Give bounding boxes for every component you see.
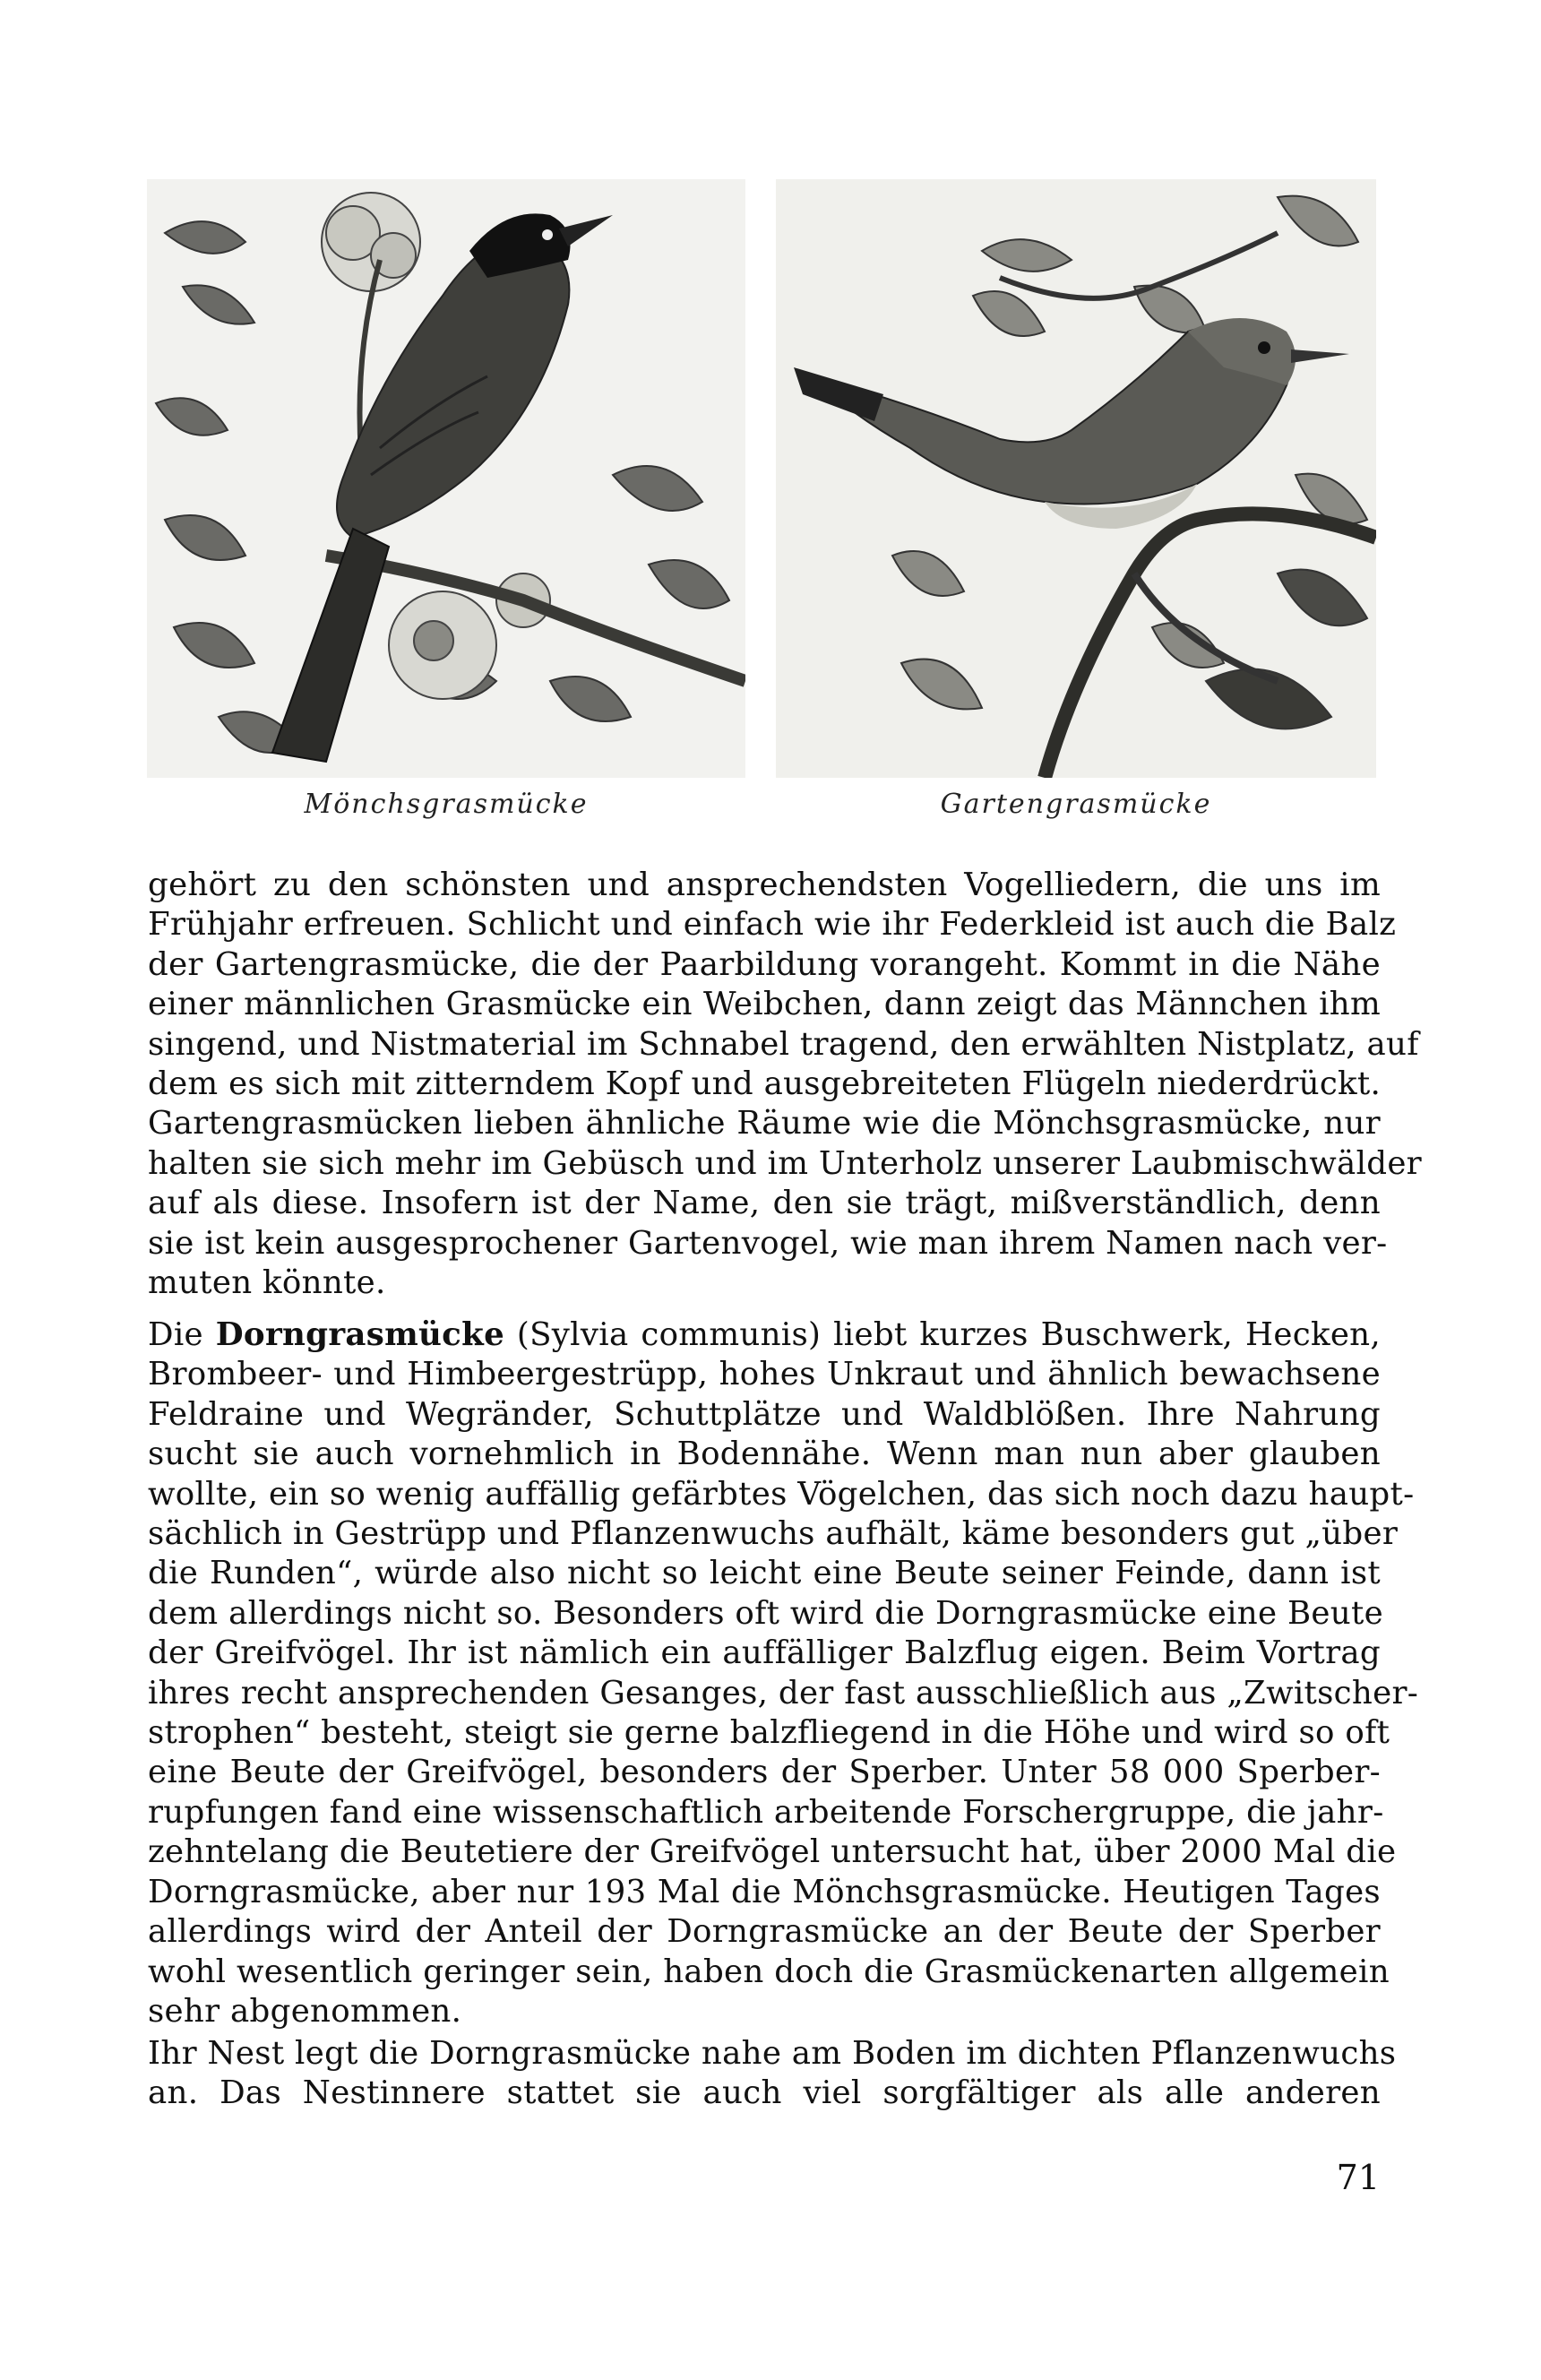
caption-left: Mönchsgrasmücke <box>304 789 589 820</box>
text-line: dem es sich mit zitterndem Kopf und ausgebreiteten Flügeln niederdrückt. <box>148 1065 1382 1103</box>
text-line: einer männlichen Grasmücke ein Weibchen, dann zeigt das Männchen ihm <box>148 986 1381 1023</box>
figure-moenchsgrasmuecke <box>147 179 745 778</box>
text-line: gehört zu den schönsten und ansprechendsten Vogelliedern, die uns im <box>148 867 1381 903</box>
text-line: an. Das Nestinnere stattet sie auch viel sorgfältiger als alle anderen <box>148 2074 1381 2112</box>
text-line: auf als diese. Insofern ist der Name, den sie trägt, mißverständlich, denn <box>148 1185 1381 1222</box>
text-line: Dorngrasmücke, aber nur 193 Mal die Mönchsgrasmücke. Heutigen Tages <box>148 1873 1381 1910</box>
text-line: Brombeer- und Himbeergestrüpp, hohes Unkraut und ähnlich bewachsene <box>148 1356 1381 1393</box>
paragraph-2 <box>148 1315 1419 2031</box>
text-line: dem allerdings nicht so. Besonders oft wird die Dorngrasmücke eine Beute <box>148 1594 1383 1632</box>
text-line: sucht sie auch vornehmlich in Bodennähe. Wenn man nun aber glauben <box>148 1436 1381 1473</box>
text-line: Gartengrasmücken lieben ähnliche Räume wie die Mönchsgrasmücke, nur <box>148 1105 1381 1143</box>
text-line: Ihr Nest legt die Dorngrasmücke nahe am Boden im dichten Pflanzenwuchs <box>148 2035 1397 2072</box>
paragraph-first-rest: (Sylvia communis) liebt kurzes Buschwerk, Hecken, <box>504 1316 1382 1353</box>
figure-gartengrasmuecke <box>776 179 1376 778</box>
text-line: zehntelang die Beutetiere der Greifvögel untersucht hat, über 2000 Mal die <box>148 1833 1397 1871</box>
text-line <box>148 1315 1381 1355</box>
page-number: 71 <box>1336 2158 1380 2197</box>
text-line: sächlich in Gestrüpp und Pflanzenwuchs aufhält, käme besonders gut „über <box>148 1515 1399 1553</box>
text-line: wohl wesentlich geringer sein, haben doch die Grasmückenarten allgemein <box>148 1953 1390 1990</box>
text-line: die Runden“, würde also nicht so leicht eine Beute seiner Feinde, dann ist <box>148 1555 1381 1592</box>
garden-warbler-illustration-icon <box>776 179 1376 778</box>
text-line: rupfungen fand eine wissenschaftlich arbeitende Forschergruppe, die jahr- <box>148 1793 1384 1831</box>
text-line: singend, und Nistmaterial im Schnabel tragend, den erwählten Nistplatz, auf <box>148 1025 1419 1063</box>
text-line: wollte, ein so wenig auffällig gefärbtes Vögelchen, das sich noch dazu haupt- <box>148 1475 1415 1513</box>
paragraph-1 <box>148 866 1422 1303</box>
caption-right: Gartengrasmücke <box>940 789 1212 820</box>
text-line: Feldraine und Wegränder, Schuttplätze und Waldblößen. Ihre Nahrung <box>148 1395 1381 1433</box>
paragraph-3 <box>148 2034 1397 2114</box>
bold-term-dorngrasmuecke: Dorngrasmücke <box>215 1316 505 1353</box>
paragraph-lead: Die <box>148 1316 216 1353</box>
text-line: der Greifvögel. Ihr ist nämlich ein auffälliger Balzflug eigen. Beim Vortrag <box>148 1634 1381 1672</box>
text-line: Frühjahr erfreuen. Schlicht und einfach wie ihr Federkleid ist auch die Balz <box>148 906 1397 944</box>
text-line: sehr abgenommen. <box>148 1992 462 2030</box>
blackcap-illustration-icon <box>147 179 745 778</box>
text-line: muten könnte. <box>148 1264 386 1302</box>
text-line: sie ist kein ausgesprochener Gartenvogel, wie man ihrem Namen nach ver- <box>148 1224 1388 1262</box>
text-line: allerdings wird der Anteil der Dorngrasmücke an der Beute der Sperber <box>148 1913 1381 1951</box>
text-line: eine Beute der Greifvögel, besonders der Sperber. Unter 58 000 Sperber- <box>148 1754 1381 1791</box>
text-line: ihres recht ansprechenden Gesanges, der fast ausschließlich aus „Zwitscher- <box>148 1674 1419 1712</box>
text-line: der Gartengrasmücke, die der Paarbildung vorangeht. Kommt in die Nähe <box>148 945 1381 983</box>
text-line: strophen“ besteht, steigt sie gerne balzfliegend in die Höhe und wird so oft <box>148 1714 1390 1752</box>
text-line: halten sie sich mehr im Gebüsch und im Unterholz unserer Laubmischwälder <box>148 1144 1422 1182</box>
